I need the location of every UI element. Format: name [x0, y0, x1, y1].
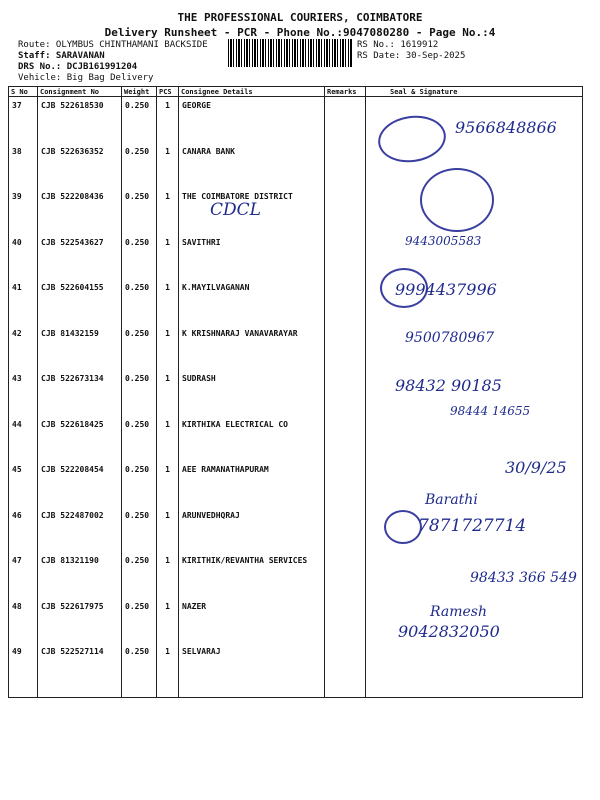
row-weight: 0.250 — [122, 370, 157, 416]
table-row — [9, 461, 583, 507]
row-consignment: CJB 522543627 — [38, 234, 122, 280]
row-pcs: 1 — [157, 97, 179, 143]
row-sno: 45 — [9, 461, 38, 507]
row-remarks — [325, 370, 366, 416]
row-consignee: SELVARAJ — [179, 643, 325, 698]
table-row — [9, 234, 583, 280]
row-pcs: 1 — [157, 552, 179, 598]
row-sno: 44 — [9, 416, 38, 462]
row-weight: 0.250 — [122, 325, 157, 371]
row-consignment: CJB 81321190 — [38, 552, 122, 598]
row-consignee: KIRITHIK/REVANTHA SERVICES — [179, 552, 325, 598]
row-consignee: AEE RAMANATHAPURAM — [179, 461, 325, 507]
barcode — [228, 39, 353, 67]
col-consignee: Consignee Details — [179, 87, 325, 97]
handwritten-name-2: Ramesh — [430, 604, 487, 620]
runsheet-subtitle: Delivery Runsheet - PCR - Phone No.:9047080280 - Page No.:4 — [104, 26, 496, 39]
route-line: Route: OLYMBUS CHINTHAMANI BACKSIDE — [18, 40, 208, 50]
row-remarks — [325, 416, 366, 462]
rs-number: RS No.: 1619912 — [357, 40, 439, 50]
row-remarks — [325, 552, 366, 598]
row-pcs: 1 — [157, 643, 179, 698]
col-signature: Seal & Signature — [366, 87, 583, 97]
row-sno: 43 — [9, 370, 38, 416]
row-consignment: CJB 522208436 — [38, 188, 122, 234]
row-weight: 0.250 — [122, 279, 157, 325]
row-remarks — [325, 507, 366, 553]
row-sno: 42 — [9, 325, 38, 371]
handwritten-phone-9: 9042832050 — [398, 622, 500, 641]
table-row — [9, 143, 583, 189]
row-pcs: 1 — [157, 188, 179, 234]
row-signature — [366, 416, 583, 462]
row-sno: 49 — [9, 643, 38, 698]
row-consignment: CJB 522636352 — [38, 143, 122, 189]
table-row — [9, 416, 583, 462]
row-pcs: 1 — [157, 143, 179, 189]
row-consignee: SAVITHRI — [179, 234, 325, 280]
row-weight: 0.250 — [122, 507, 157, 553]
row-consignment: CJB 522618530 — [38, 97, 122, 143]
row-weight: 0.250 — [122, 461, 157, 507]
col-weight: Weight — [122, 87, 157, 97]
row-sno: 41 — [9, 279, 38, 325]
row-pcs: 1 — [157, 325, 179, 371]
row-sno: 46 — [9, 507, 38, 553]
bank-seal-stamp — [420, 168, 494, 232]
handwritten-phone-2: 9443005583 — [405, 234, 482, 248]
row-sno: 47 — [9, 552, 38, 598]
table-header-row — [9, 87, 583, 97]
col-consignment: Consignment No — [38, 87, 122, 97]
row-remarks — [325, 461, 366, 507]
row-consignee: THE COIMBATORE DISTRICT — [179, 188, 325, 234]
row-remarks — [325, 325, 366, 371]
row-remarks — [325, 188, 366, 234]
row-weight: 0.250 — [122, 188, 157, 234]
row-weight: 0.250 — [122, 552, 157, 598]
row-remarks — [325, 97, 366, 143]
handwritten-name-1: Barathi — [425, 492, 478, 508]
handwritten-phone-6: 98444 14655 — [450, 404, 531, 418]
row-consignment: CJB 522527114 — [38, 643, 122, 698]
row-consignment: CJB 522618425 — [38, 416, 122, 462]
drs-line: DRS No.: DCJB161991204 — [18, 62, 138, 72]
table-row — [9, 325, 583, 371]
handwritten-phone-4: 9500780967 — [405, 330, 495, 346]
row-weight: 0.250 — [122, 143, 157, 189]
row-consignee: KIRTHIKA ELECTRICAL CO — [179, 416, 325, 462]
row-weight: 0.250 — [122, 416, 157, 462]
handwritten-phone-8: 98433 366 549 — [470, 570, 577, 586]
row-weight: 0.250 — [122, 97, 157, 143]
row-weight: 0.250 — [122, 643, 157, 698]
row-pcs: 1 — [157, 598, 179, 644]
row-consignment: CJB 522673134 — [38, 370, 122, 416]
row-pcs: 1 — [157, 507, 179, 553]
row-consignee: NAZER — [179, 598, 325, 644]
row-pcs: 1 — [157, 416, 179, 462]
row-consignment: CJB 522487002 — [38, 507, 122, 553]
row-pcs: 1 — [157, 234, 179, 280]
row-consignee: K.MAYILVAGANAN — [179, 279, 325, 325]
handwritten-phone-5: 98432 90185 — [395, 376, 502, 395]
row-consignment: CJB 522617975 — [38, 598, 122, 644]
row-sno: 37 — [9, 97, 38, 143]
handwritten-phone-7: 7871727714 — [418, 516, 527, 536]
table-row — [9, 643, 583, 698]
col-pcs: PCS — [157, 87, 179, 97]
staff-line: Staff: SARAVANAN — [18, 51, 105, 61]
row-weight: 0.250 — [122, 598, 157, 644]
rs-date: RS Date: 30-Sep-2025 — [357, 51, 466, 61]
row-consignment: CJB 522208454 — [38, 461, 122, 507]
row-sno: 39 — [9, 188, 38, 234]
row-consignee: CANARA BANK — [179, 143, 325, 189]
handwritten-date: 30/9/25 — [505, 458, 567, 477]
row-pcs: 1 — [157, 461, 179, 507]
company-title: THE PROFESSIONAL COURIERS, COIMBATORE — [177, 11, 423, 24]
handwritten-note-cdcl: CDCL — [210, 200, 261, 220]
col-remarks: Remarks — [325, 87, 366, 97]
row-consignee: K KRISHNARAJ VANAVARAYAR — [179, 325, 325, 371]
row-consignment: CJB 81432159 — [38, 325, 122, 371]
row-remarks — [325, 643, 366, 698]
row-remarks — [325, 279, 366, 325]
row-consignee: GEORGE — [179, 97, 325, 143]
handwritten-phone-3: 9994437996 — [395, 280, 497, 299]
row-sno: 38 — [9, 143, 38, 189]
row-pcs: 1 — [157, 279, 179, 325]
small-seal-stamp — [384, 510, 422, 544]
row-sno: 48 — [9, 598, 38, 644]
row-remarks — [325, 143, 366, 189]
row-pcs: 1 — [157, 370, 179, 416]
row-signature — [366, 643, 583, 698]
table-row — [9, 188, 583, 234]
row-weight: 0.250 — [122, 234, 157, 280]
row-consignee: ARUNVEDHQRAJ — [179, 507, 325, 553]
vehicle-line: Vehicle: Big Bag Delivery — [18, 73, 154, 83]
row-consignee: SUDRASH — [179, 370, 325, 416]
row-remarks — [325, 598, 366, 644]
row-consignment: CJB 522604155 — [38, 279, 122, 325]
row-sno: 40 — [9, 234, 38, 280]
col-sno: S No — [9, 87, 38, 97]
handwritten-phone-1: 9566848866 — [455, 118, 557, 137]
row-remarks — [325, 234, 366, 280]
